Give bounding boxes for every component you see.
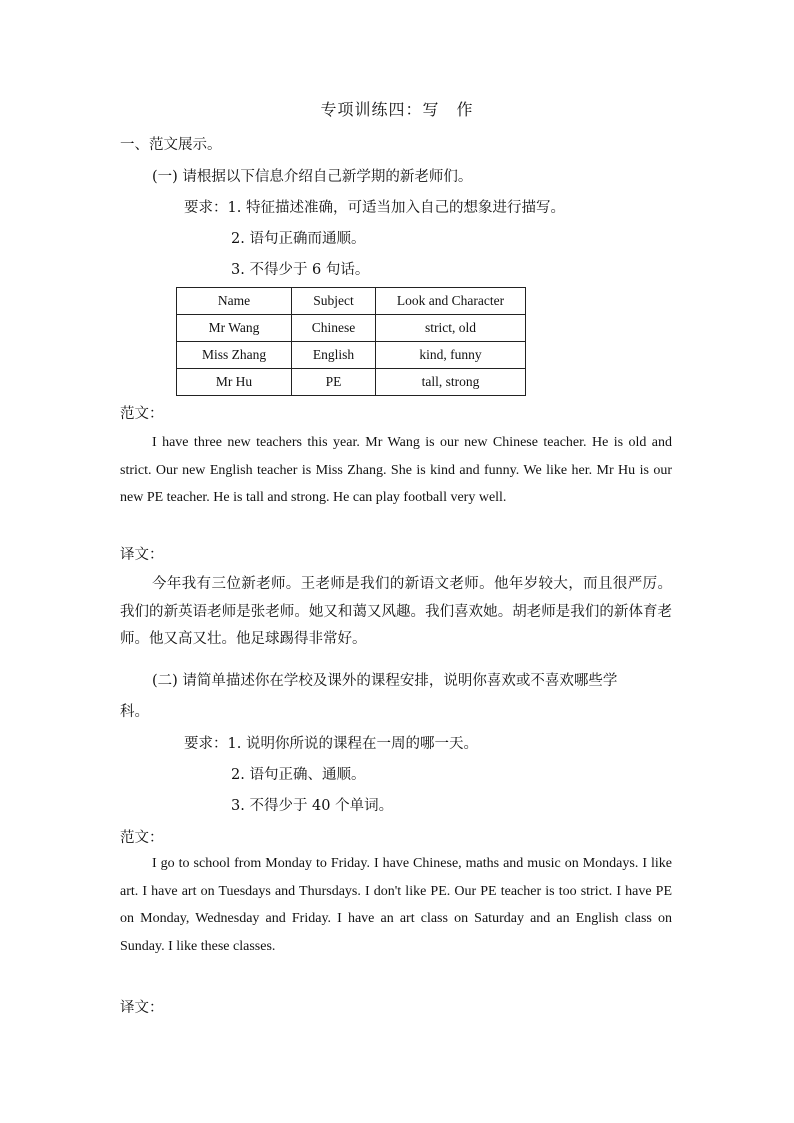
part1-requirement-2: 2. 语句正确而通顺。 xyxy=(231,231,366,247)
sample-essay-1: I have three new teachers this year. Mr Wang is our new Chinese teacher. He is old and strict. Our new English teacher is Miss Zhang. She is kind and funny. We like her. Mr Hu is our new PE teacher. He is tall and strong. He can play football very well. xyxy=(120,435,672,505)
table-header-row xyxy=(177,288,526,315)
table-row xyxy=(177,315,526,342)
table-header-cell: Subject xyxy=(292,288,376,315)
part2-prompt-line1: (二) 请简单描述你在学校及课外的课程安排，说明你喜欢或不喜欢哪些学 xyxy=(152,673,618,689)
table-row xyxy=(177,342,526,369)
part2-requirement-3: 3. 不得少于 40 个单词。 xyxy=(231,798,394,814)
table-cell: Mr Wang xyxy=(177,315,292,342)
table-row xyxy=(177,369,526,396)
part2-prompt-line2: 科。 xyxy=(120,704,149,720)
table-cell: Mr Hu xyxy=(177,369,292,396)
teacher-info-table xyxy=(176,287,526,396)
translation-text-1: 今年我有三位新老师。王老师是我们的新语文老师。他年岁较大，而且很严厉。我们的新英语老师是张老师。她又和蔼又风趣。我们喜欢她。胡老师是我们的新体育老师。他又高又壮。他足球踢得非常好。 xyxy=(120,576,672,647)
table-cell: tall, strong xyxy=(376,369,526,396)
table-cell: PE xyxy=(292,369,376,396)
table-cell: English xyxy=(292,342,376,369)
sample-essay-2: I go to school from Monday to Friday. I have Chinese, maths and music on Mondays. I like art. I have art on Tuesdays and Thursdays. I don't like PE. Our PE teacher is too strict. I have PE on Monday, Wednesday and Friday. I have an art class on Saturday and an English class on Sunday. I like these classes. xyxy=(120,856,672,954)
table-cell: kind, funny xyxy=(376,342,526,369)
table-cell: Miss Zhang xyxy=(177,342,292,369)
translation-label: 译文： xyxy=(120,1000,164,1016)
page-title: 专项训练四：写 作 xyxy=(320,100,474,119)
table-cell: strict, old xyxy=(376,315,526,342)
sample-label: 范文： xyxy=(120,406,164,422)
table-cell: Chinese xyxy=(292,315,376,342)
translation-label: 译文： xyxy=(120,547,164,563)
section-heading: 一、范文展示。 xyxy=(120,137,222,153)
part1-prompt: (一) 请根据以下信息介绍自己新学期的新老师们。 xyxy=(152,169,473,185)
table-header-cell: Look and Character xyxy=(376,288,526,315)
part2-requirement-2: 2. 语句正确、通顺。 xyxy=(231,767,366,783)
part1-requirement-1: 要求：1. 特征描述准确，可适当加入自己的想象进行描写。 xyxy=(184,200,565,216)
part2-requirement-1: 要求：1. 说明你所说的课程在一周的哪一天。 xyxy=(184,736,478,752)
part1-requirement-3: 3. 不得少于 6 句话。 xyxy=(231,262,370,278)
sample-label: 范文： xyxy=(120,830,164,846)
table-header-cell: Name xyxy=(177,288,292,315)
